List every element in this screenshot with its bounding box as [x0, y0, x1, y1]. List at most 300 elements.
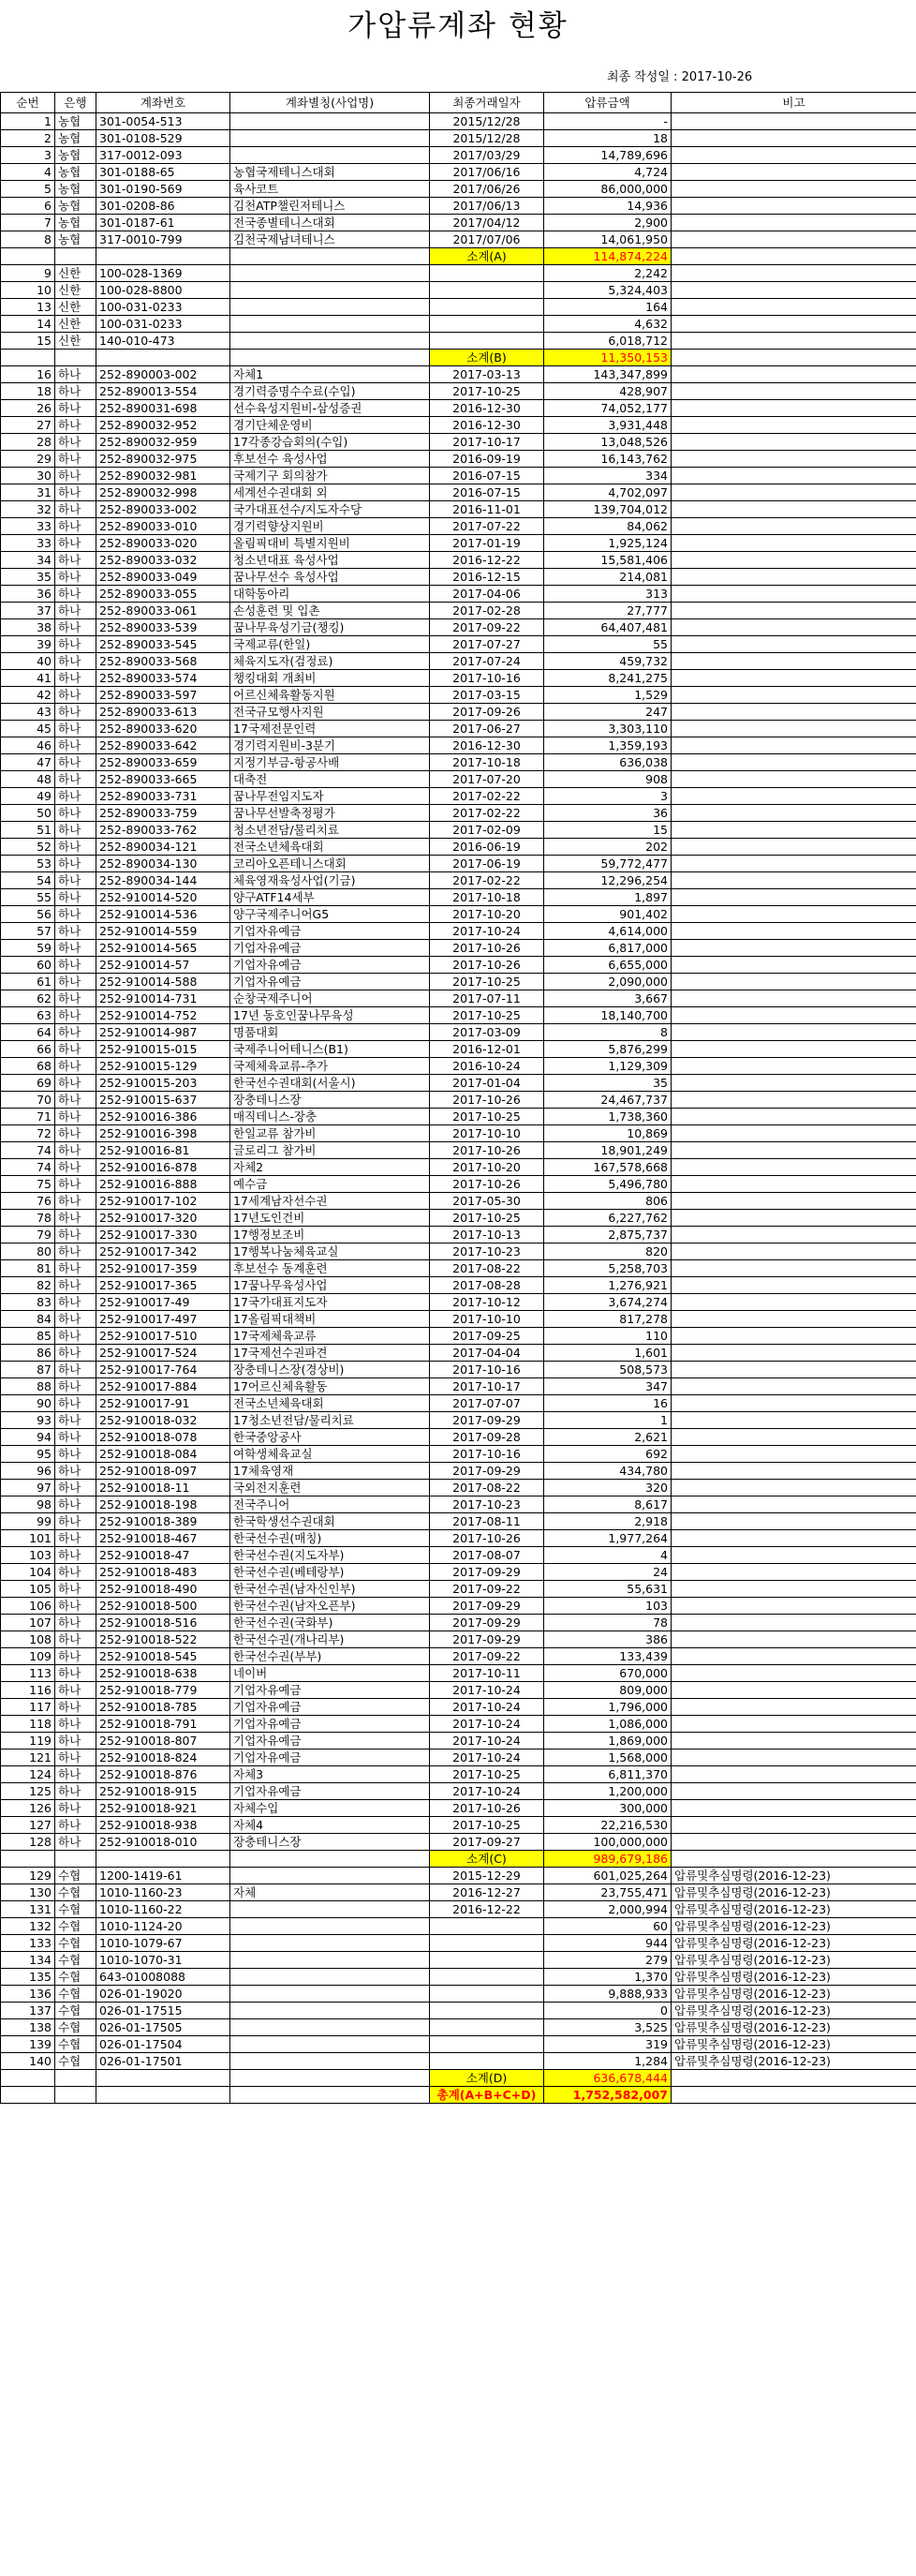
row-no: 2 [1, 130, 55, 147]
table-row [1, 1395, 916, 1412]
row-note [672, 687, 916, 704]
table-row [1, 1783, 916, 1800]
table-row [1, 1716, 916, 1733]
row-seized-amount: 1,568,000 [544, 1750, 672, 1766]
row-seized-amount: 10,869 [544, 1125, 672, 1142]
table-row [1, 434, 916, 451]
row-account-number: 026-01-17505 [96, 2019, 230, 2036]
row-note: 압류및추심명령(2016-12-23) [672, 2036, 916, 2053]
row-note [672, 1378, 916, 1395]
row-account-number: 252-910018-779 [96, 1682, 230, 1699]
grand-total-empty-cell [230, 2087, 430, 2104]
row-bank: 하나 [55, 383, 96, 400]
row-last-transaction: 2016-09-19 [430, 451, 544, 468]
subtotal-empty-cell [672, 2070, 916, 2087]
row-note [672, 1446, 916, 1463]
row-seized-amount: 313 [544, 586, 672, 603]
row-no: 72 [1, 1125, 55, 1142]
row-last-transaction: 2017-09-22 [430, 1648, 544, 1665]
row-note [672, 1513, 916, 1530]
row-note [672, 1615, 916, 1631]
row-bank: 농협 [55, 181, 96, 198]
row-note [672, 1007, 916, 1024]
row-last-transaction: 2017-02-28 [430, 603, 544, 619]
row-seized-amount: 0 [544, 2003, 672, 2019]
table-row [1, 1935, 916, 1952]
subtotal-empty-cell [96, 248, 230, 265]
row-note [672, 1429, 916, 1446]
row-no: 50 [1, 805, 55, 822]
row-seized-amount: 74,052,177 [544, 400, 672, 417]
row-bank: 하나 [55, 906, 96, 923]
row-no: 7 [1, 215, 55, 231]
row-note [672, 721, 916, 737]
row-account-number: 252-890032-981 [96, 468, 230, 484]
row-account-number: 1010-1070-31 [96, 1952, 230, 1969]
table-row [1, 501, 916, 518]
row-account-number: 252-910017-342 [96, 1243, 230, 1260]
row-no: 69 [1, 1075, 55, 1092]
row-seized-amount: 3,303,110 [544, 721, 672, 737]
row-account-number: 252-890033-545 [96, 636, 230, 653]
row-account-alias: 경기력증명수수료(수입) [230, 383, 430, 400]
row-seized-amount: 1,601 [544, 1345, 672, 1362]
row-no: 55 [1, 889, 55, 906]
table-row [1, 670, 916, 687]
row-note [672, 265, 916, 282]
header-account-alias: 계좌별칭(사업명) [230, 93, 430, 113]
row-no: 8 [1, 231, 55, 248]
row-no: 75 [1, 1176, 55, 1193]
row-account-number: 252-890033-620 [96, 721, 230, 737]
row-last-transaction: 2017-10-26 [430, 1142, 544, 1159]
subtotal-empty-cell [96, 1851, 230, 1868]
row-seized-amount: 1,925,124 [544, 535, 672, 552]
row-seized-amount: 300,000 [544, 1800, 672, 1817]
row-last-transaction: 2016-07-15 [430, 468, 544, 484]
row-no: 4 [1, 164, 55, 181]
row-seized-amount: 6,655,000 [544, 957, 672, 974]
row-no: 6 [1, 198, 55, 215]
row-account-alias: 순창국제주니어 [230, 990, 430, 1007]
row-seized-amount: 1,086,000 [544, 1716, 672, 1733]
row-note [672, 316, 916, 333]
row-seized-amount: 15 [544, 822, 672, 839]
row-bank: 하나 [55, 1328, 96, 1345]
row-seized-amount: 59,772,477 [544, 856, 672, 872]
row-seized-amount: 14,789,696 [544, 147, 672, 164]
row-account-number: 252-910018-876 [96, 1766, 230, 1783]
row-no: 140 [1, 2053, 55, 2070]
row-no: 82 [1, 1277, 55, 1294]
table-row [1, 1750, 916, 1766]
row-account-alias: 장충테니스장(경상비) [230, 1362, 430, 1378]
row-bank: 하나 [55, 1125, 96, 1142]
row-last-transaction: 2017-05-30 [430, 1193, 544, 1210]
header-note: 비고 [672, 93, 916, 113]
row-no: 95 [1, 1446, 55, 1463]
row-account-number: 252-890033-665 [96, 771, 230, 788]
row-no: 126 [1, 1800, 55, 1817]
row-account-alias: 17세계남자선수권 [230, 1193, 430, 1210]
row-note [672, 299, 916, 316]
row-last-transaction: 2017-08-28 [430, 1277, 544, 1294]
row-account-number: 252-910018-638 [96, 1665, 230, 1682]
row-no: 86 [1, 1345, 55, 1362]
row-account-alias: 세계선수권대회 외 [230, 484, 430, 501]
row-bank: 하나 [55, 1395, 96, 1412]
subtotal-empty-cell [55, 1851, 96, 1868]
row-account-alias: 한국선수권(지도자부) [230, 1547, 430, 1564]
row-seized-amount: 1,897 [544, 889, 672, 906]
row-account-alias: 전국종별테니스대회 [230, 215, 430, 231]
table-row [1, 2019, 916, 2036]
row-last-transaction: 2017-10-26 [430, 1800, 544, 1817]
table-row [1, 737, 916, 754]
row-bank: 수협 [55, 1918, 96, 1935]
row-seized-amount: 1 [544, 1412, 672, 1429]
table-row [1, 586, 916, 603]
row-bank: 하나 [55, 1378, 96, 1395]
row-no: 14 [1, 316, 55, 333]
header-bank: 은행 [55, 93, 96, 113]
row-bank: 하나 [55, 501, 96, 518]
row-seized-amount: 817,278 [544, 1311, 672, 1328]
row-account-alias: 경기력향상지원비 [230, 518, 430, 535]
row-bank: 하나 [55, 552, 96, 569]
row-seized-amount: 4,632 [544, 316, 672, 333]
row-seized-amount: 1,359,193 [544, 737, 672, 754]
row-no: 139 [1, 2036, 55, 2053]
row-bank: 하나 [55, 1058, 96, 1075]
row-bank: 하나 [55, 1800, 96, 1817]
row-bank: 하나 [55, 940, 96, 957]
row-last-transaction: 2016-12-30 [430, 417, 544, 434]
row-note [672, 535, 916, 552]
row-account-alias: 17행정보조비 [230, 1227, 430, 1243]
row-account-number: 252-890033-049 [96, 569, 230, 586]
row-last-transaction: 2017-10-16 [430, 670, 544, 687]
row-bank: 하나 [55, 1210, 96, 1227]
subtotal-empty-cell [1, 1851, 55, 1868]
row-bank: 수협 [55, 1935, 96, 1952]
row-note [672, 704, 916, 721]
row-bank: 하나 [55, 468, 96, 484]
row-note [672, 1682, 916, 1699]
row-seized-amount: 1,738,360 [544, 1109, 672, 1125]
row-no: 106 [1, 1598, 55, 1615]
row-last-transaction: 2016-12-22 [430, 1901, 544, 1918]
row-account-number: 643-01008088 [96, 1969, 230, 1986]
row-seized-amount: 1,276,921 [544, 1277, 672, 1294]
row-bank: 하나 [55, 1429, 96, 1446]
row-no: 117 [1, 1699, 55, 1716]
row-last-transaction: 2017-10-25 [430, 1007, 544, 1024]
row-last-transaction: 2017-07-27 [430, 636, 544, 653]
row-seized-amount: 1,529 [544, 687, 672, 704]
row-account-number: 252-910014-57 [96, 957, 230, 974]
row-account-alias [230, 1901, 430, 1918]
row-bank: 하나 [55, 1615, 96, 1631]
row-account-alias: 기업자유예금 [230, 923, 430, 940]
subtotal-empty-cell [230, 248, 430, 265]
row-note [672, 1648, 916, 1665]
subtotal-row [1, 248, 916, 265]
table-row [1, 231, 916, 248]
row-account-number: 252-890033-659 [96, 754, 230, 771]
row-note [672, 1783, 916, 1800]
row-seized-amount: 4,614,000 [544, 923, 672, 940]
row-no: 66 [1, 1041, 55, 1058]
row-seized-amount: 3,931,448 [544, 417, 672, 434]
row-account-number: 252-910017-102 [96, 1193, 230, 1210]
table-row [1, 1362, 916, 1378]
subtotal-empty-cell [230, 2070, 430, 2087]
row-bank: 하나 [55, 974, 96, 990]
row-seized-amount: 5,876,299 [544, 1041, 672, 1058]
row-note: 압류및추심명령(2016-12-23) [672, 2053, 916, 2070]
table-row [1, 1480, 916, 1496]
row-note [672, 1142, 916, 1159]
row-last-transaction: 2016-12-30 [430, 400, 544, 417]
row-account-number: 252-910017-497 [96, 1311, 230, 1328]
row-last-transaction: 2017-02-22 [430, 872, 544, 889]
row-last-transaction: 2017-10-16 [430, 1446, 544, 1463]
row-account-alias: 기업자유예금 [230, 1716, 430, 1733]
row-account-number: 252-890033-568 [96, 653, 230, 670]
row-bank: 하나 [55, 1716, 96, 1733]
row-last-transaction: 2017-04-04 [430, 1345, 544, 1362]
row-account-number: 1010-1160-22 [96, 1901, 230, 1918]
row-note: 압류및추심명령(2016-12-23) [672, 2019, 916, 2036]
row-account-number: 252-910014-565 [96, 940, 230, 957]
row-account-number: 1200-1419-61 [96, 1868, 230, 1884]
row-account-number: 252-890033-759 [96, 805, 230, 822]
row-last-transaction: 2017/04/12 [430, 215, 544, 231]
row-last-transaction: 2017-10-25 [430, 1210, 544, 1227]
row-bank: 하나 [55, 1783, 96, 1800]
row-account-number: 026-01-17501 [96, 2053, 230, 2070]
row-account-alias [230, 130, 430, 147]
row-last-transaction: 2017-09-29 [430, 1615, 544, 1631]
row-seized-amount: 2,000,994 [544, 1901, 672, 1918]
table-row [1, 1328, 916, 1345]
row-bank: 신한 [55, 333, 96, 350]
row-no: 131 [1, 1901, 55, 1918]
row-no: 129 [1, 1868, 55, 1884]
row-seized-amount: 3 [544, 788, 672, 805]
subtotal-empty-cell [96, 2070, 230, 2087]
table-row [1, 1294, 916, 1311]
row-no: 10 [1, 282, 55, 299]
row-no: 125 [1, 1783, 55, 1800]
row-bank: 수협 [55, 1884, 96, 1901]
row-note [672, 113, 916, 130]
row-note [672, 1260, 916, 1277]
row-no: 51 [1, 822, 55, 839]
subtotal-empty-cell [55, 350, 96, 366]
row-note [672, 181, 916, 198]
row-account-number: 252-910018-545 [96, 1648, 230, 1665]
table-row [1, 603, 916, 619]
row-account-alias: 한국선수권(국화부) [230, 1615, 430, 1631]
row-bank: 하나 [55, 653, 96, 670]
row-note [672, 822, 916, 839]
row-account-alias: 어르신체육활동지원 [230, 687, 430, 704]
row-note [672, 1294, 916, 1311]
table-row [1, 1243, 916, 1260]
row-account-number: 252-910018-483 [96, 1564, 230, 1581]
row-account-number: 252-910017-524 [96, 1345, 230, 1362]
row-seized-amount: 347 [544, 1378, 672, 1395]
row-no: 48 [1, 771, 55, 788]
row-last-transaction: 2017-10-25 [430, 383, 544, 400]
row-no: 136 [1, 1986, 55, 2003]
row-no: 5 [1, 181, 55, 198]
row-last-transaction: 2017-08-11 [430, 1513, 544, 1530]
row-seized-amount: 164 [544, 299, 672, 316]
row-account-number: 1010-1079-67 [96, 1935, 230, 1952]
row-note [672, 1733, 916, 1750]
row-seized-amount: 139,704,012 [544, 501, 672, 518]
row-account-alias: 한국선수권(베테랑부) [230, 1564, 430, 1581]
row-last-transaction: 2016-12-22 [430, 552, 544, 569]
row-no: 96 [1, 1463, 55, 1480]
row-account-alias: 기업자유예금 [230, 974, 430, 990]
row-bank: 하나 [55, 889, 96, 906]
row-no: 49 [1, 788, 55, 805]
table-row [1, 653, 916, 670]
row-bank: 하나 [55, 687, 96, 704]
row-seized-amount: 18,901,249 [544, 1142, 672, 1159]
subtotal-amount: 636,678,444 [544, 2070, 672, 2087]
row-last-transaction: 2017-08-07 [430, 1547, 544, 1564]
last-updated-text: 최종 작성일 : 2017-10-26 [607, 70, 753, 84]
row-account-alias: 한국선수권(개나리부) [230, 1631, 430, 1648]
table-row [1, 265, 916, 282]
row-note [672, 754, 916, 771]
row-no: 97 [1, 1480, 55, 1496]
row-bank: 하나 [55, 1024, 96, 1041]
row-account-number: 252-890033-002 [96, 501, 230, 518]
row-account-number: 252-890033-642 [96, 737, 230, 754]
row-bank: 하나 [55, 1109, 96, 1125]
row-account-alias: 국외전지훈련 [230, 1480, 430, 1496]
row-last-transaction: 2015-12-29 [430, 1868, 544, 1884]
row-seized-amount: 35 [544, 1075, 672, 1092]
row-bank: 하나 [55, 737, 96, 754]
row-account-alias: 예수금 [230, 1176, 430, 1193]
row-no: 36 [1, 586, 55, 603]
table-row [1, 1547, 916, 1564]
row-last-transaction: 2017-10-25 [430, 1109, 544, 1125]
row-account-alias [230, 1918, 430, 1935]
row-note [672, 451, 916, 468]
row-bank: 하나 [55, 1277, 96, 1294]
row-last-transaction: 2017-09-22 [430, 1581, 544, 1598]
row-no: 78 [1, 1210, 55, 1227]
row-note [672, 1598, 916, 1615]
row-last-transaction: 2017-10-18 [430, 889, 544, 906]
row-last-transaction: 2017-09-26 [430, 704, 544, 721]
row-no: 27 [1, 417, 55, 434]
row-no: 40 [1, 653, 55, 670]
row-account-alias: 기업자유예금 [230, 1699, 430, 1716]
row-no: 116 [1, 1682, 55, 1699]
table-row [1, 1631, 916, 1648]
row-account-number: 100-028-1369 [96, 265, 230, 282]
row-seized-amount: 24 [544, 1564, 672, 1581]
row-account-alias: 17꿈나무육성사업 [230, 1277, 430, 1294]
table-row [1, 687, 916, 704]
row-account-alias: 한국선수권(남자오픈부) [230, 1598, 430, 1615]
row-last-transaction [430, 265, 544, 282]
row-note [672, 1547, 916, 1564]
table-row [1, 872, 916, 889]
row-no: 63 [1, 1007, 55, 1024]
row-account-number: 301-0190-569 [96, 181, 230, 198]
row-bank: 신한 [55, 316, 96, 333]
row-account-alias: 장충테니스장 [230, 1092, 430, 1109]
row-account-alias: 꿈나무선수 육성사업 [230, 569, 430, 586]
row-bank: 하나 [55, 518, 96, 535]
row-no: 87 [1, 1362, 55, 1378]
row-account-number: 252-890033-055 [96, 586, 230, 603]
row-last-transaction: 2017/06/13 [430, 198, 544, 215]
row-last-transaction: 2017-10-20 [430, 1159, 544, 1176]
table-row [1, 1496, 916, 1513]
table-row [1, 974, 916, 990]
subtotal-empty-cell [672, 350, 916, 366]
row-note [672, 1699, 916, 1716]
row-no: 134 [1, 1952, 55, 1969]
row-bank: 수협 [55, 1969, 96, 1986]
row-bank: 하나 [55, 1513, 96, 1530]
table-row [1, 316, 916, 333]
row-no: 37 [1, 603, 55, 619]
row-account-number: 252-910018-824 [96, 1750, 230, 1766]
row-account-alias: 자체1 [230, 366, 430, 383]
row-seized-amount: 1,796,000 [544, 1699, 672, 1716]
row-bank: 수협 [55, 1868, 96, 1884]
row-seized-amount: 16,143,762 [544, 451, 672, 468]
row-account-alias [230, 113, 430, 130]
row-bank: 하나 [55, 1699, 96, 1716]
row-bank: 하나 [55, 771, 96, 788]
row-last-transaction: 2017-10-24 [430, 1733, 544, 1750]
row-note [672, 231, 916, 248]
row-account-alias: 17행복나눔체육교실 [230, 1243, 430, 1260]
row-account-alias: 국제주니어테니스(B1) [230, 1041, 430, 1058]
table-body [1, 93, 916, 2104]
row-account-alias: 체육영재육성사업(기금) [230, 872, 430, 889]
row-no: 118 [1, 1716, 55, 1733]
row-note [672, 484, 916, 501]
row-note [672, 1075, 916, 1092]
table-row [1, 535, 916, 552]
row-no: 94 [1, 1429, 55, 1446]
row-bank: 하나 [55, 1227, 96, 1243]
row-bank: 하나 [55, 1007, 96, 1024]
row-note [672, 1817, 916, 1834]
table-row [1, 518, 916, 535]
table-row [1, 164, 916, 181]
row-last-transaction: 2017-01-04 [430, 1075, 544, 1092]
table-row [1, 906, 916, 923]
row-note [672, 434, 916, 451]
subtotal-row [1, 2070, 916, 2087]
row-account-alias: 자체 [230, 1884, 430, 1901]
